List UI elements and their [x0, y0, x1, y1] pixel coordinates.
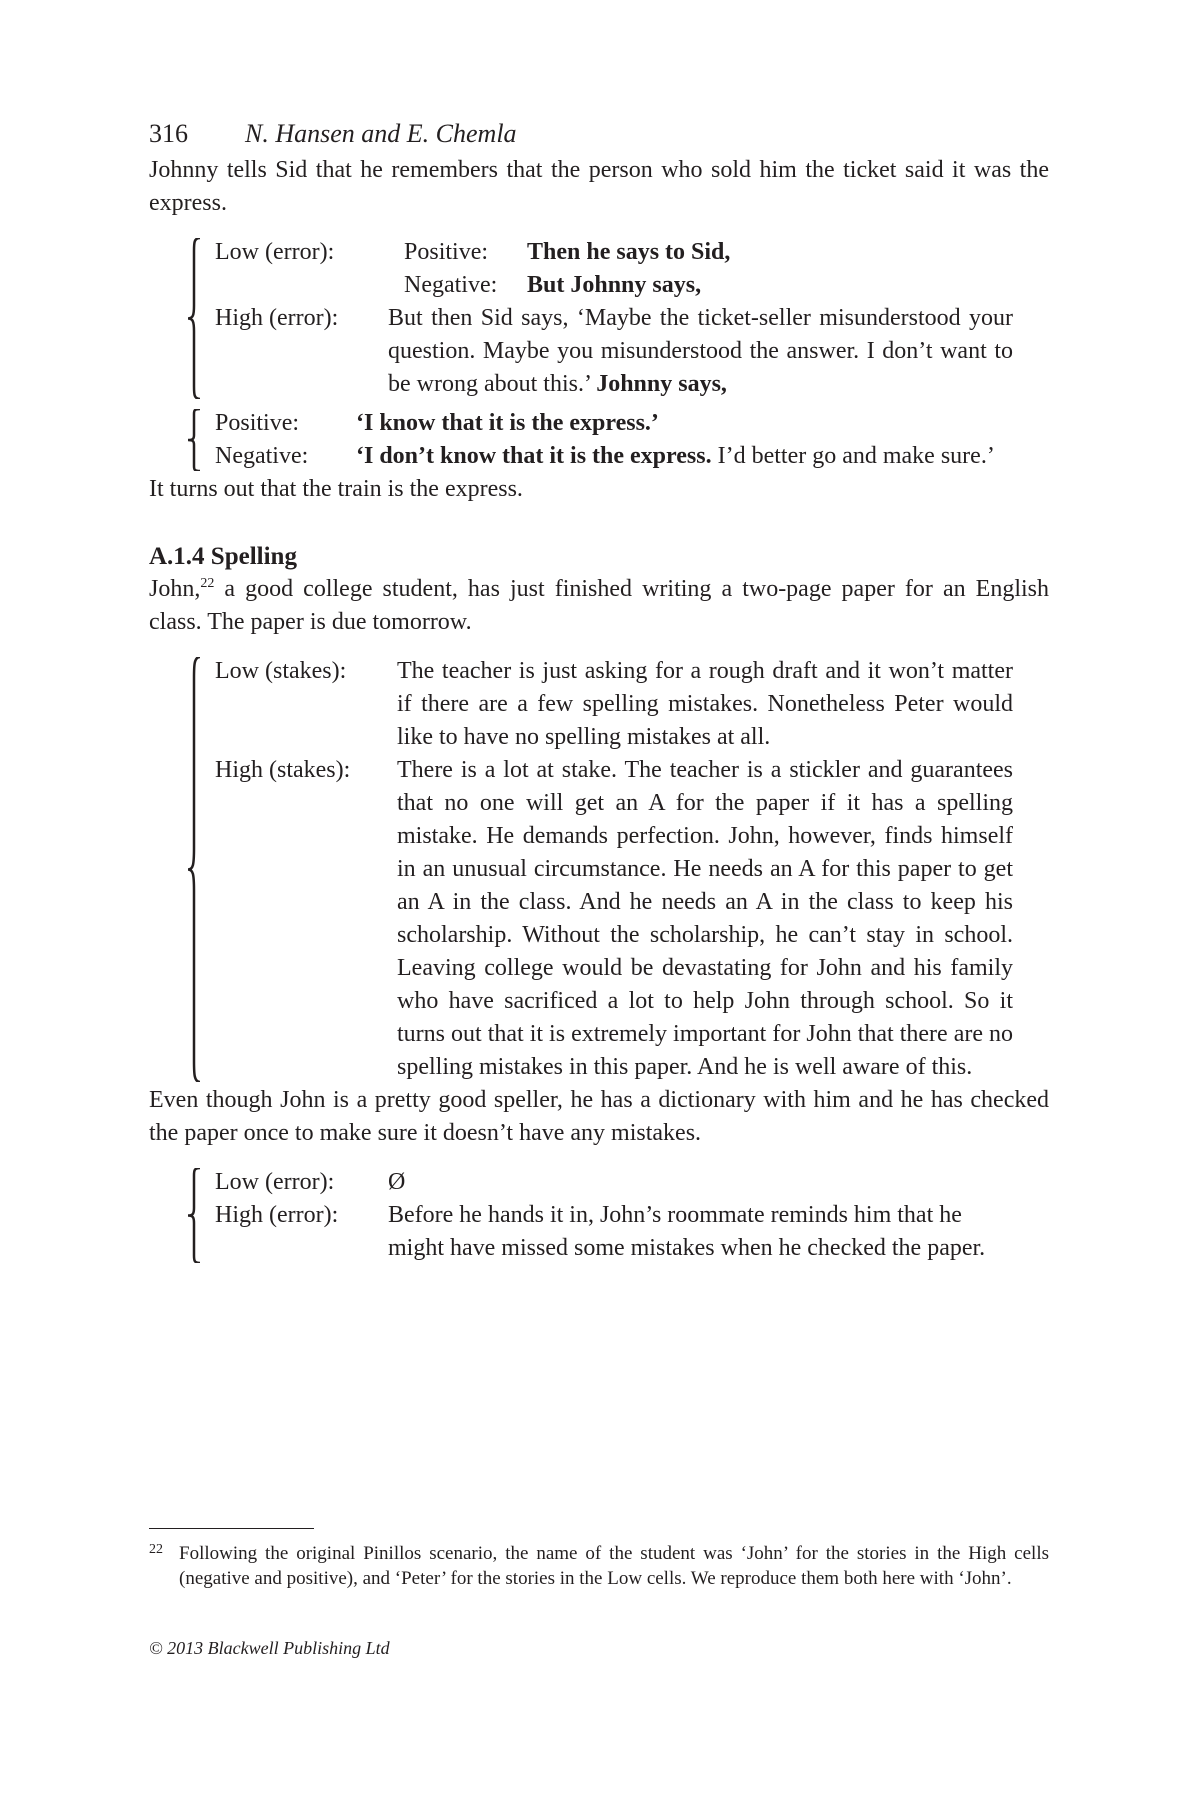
row-negative-knowledge — [215, 440, 1049, 473]
footnote-number: 22 — [149, 1542, 163, 1557]
row-high-error-2 — [215, 1199, 1049, 1265]
text-negative-knowledge — [356, 440, 1049, 473]
row-low-error — [215, 236, 1049, 269]
row-high-error — [215, 302, 1049, 401]
text-high-error-roommate: Before he hands it in, John’s roommate reminds him that he might have missed some mistakes when he checked the paper. — [388, 1202, 986, 1261]
text-negative-knowledge-rest: I’d better go and make sure.’ — [717, 443, 995, 469]
label-positive: Positive: — [404, 239, 489, 265]
paragraph-train-express: It turns out that the train is the express. — [149, 476, 523, 502]
text-low-stakes: The teacher is just asking for a rough draft and it won’t matter if there are a few spelling mistakes. Nonetheless Peter would like to have no spelling mistakes at all. — [397, 658, 1013, 750]
text-positive: Then he says to Sid, — [527, 239, 731, 265]
paragraph-john-rest: a good college student, has just finished writing a two-page paper for an English class. The paper is due tomorrow. — [149, 576, 1049, 635]
text-high-error — [388, 302, 1049, 401]
label-low-error: Low (error): — [215, 239, 335, 265]
page-number: 316 — [149, 119, 188, 148]
copyright-notice: © 2013 Blackwell Publishing Ltd — [149, 1638, 390, 1658]
paragraph-john-start: John, — [149, 576, 201, 602]
text-empty-set: Ø — [388, 1169, 406, 1195]
label-high-stakes: High (stakes): — [215, 757, 351, 783]
row-negative — [215, 269, 1049, 302]
footnote-divider — [149, 1528, 314, 1529]
row-high-stakes — [215, 754, 1049, 1084]
curly-brace-icon — [185, 409, 205, 471]
scenario-block-error-2 — [185, 1166, 1049, 1265]
row-positive-knowledge — [215, 407, 1049, 440]
text-high-error-bold: Johnny says, — [596, 371, 727, 397]
text-negative: But Johnny says, — [527, 272, 702, 298]
scenario-block-stakes — [185, 655, 1049, 1084]
row-low-error-2 — [215, 1166, 1049, 1199]
curly-brace-icon — [185, 238, 205, 399]
section-heading-spelling: A.1.4 Spelling — [149, 543, 297, 570]
running-head — [149, 118, 1049, 150]
curly-brace-icon — [185, 657, 205, 1082]
label-positive: Positive: — [215, 410, 300, 436]
running-head-authors: N. Hansen and E. Chemla — [245, 119, 517, 148]
footnote-text: Following the original Pinillos scenario, the name of the student was ‘John’ for the stories in the High cells (negative and positive), and ‘Peter’ for the stories in the Low cells. We reproduce them both here with ‘John’. — [179, 1543, 1049, 1589]
footnote — [149, 1541, 1049, 1591]
label-negative: Negative: — [215, 443, 309, 469]
text-high-stakes: There is a lot at stake. The teacher is a stickler and guarantees that no one will get an A for the paper if it has a spelling mistake. He demands perfection. John, however, finds himself in an unusual circumstance. He needs an A for this paper to get an A in the class. And he needs an A in the class to keep his scholarship. Without the scholarship, he can’t stay in school. Leaving college would be devastating for John and his family who have sacrificed a lot to help John through school. So it turns out that it is extremely important for John that there are no spelling mistakes in this paper. And he is well aware of this. — [397, 757, 1013, 1080]
curly-brace-icon — [185, 1168, 205, 1263]
label-high-error: High (error): — [215, 1202, 339, 1228]
scenario-block-knowledge — [185, 407, 1049, 473]
label-low-error: Low (error): — [215, 1169, 335, 1195]
paragraph-john-student — [149, 573, 1049, 639]
paragraph-good-speller: Even though John is a pretty good speller, he has a dictionary with him and he has checked the paper once to make sure it doesn’t have any mistakes. — [149, 1087, 1049, 1146]
page-content — [149, 118, 1049, 1265]
footnote-reference: 22 — [200, 576, 215, 591]
label-low-stakes: Low (stakes): — [215, 658, 347, 684]
label-high-error: High (error): — [215, 305, 339, 331]
scenario-block-error-1 — [185, 236, 1049, 401]
text-negative-knowledge-bold: ‘I don’t know that it is the express. — [356, 443, 712, 469]
text-high-error-main: But then Sid says, ‘Maybe the ticket-seller misunderstood your question. Maybe you misunderstood the answer. I don’t want to be wrong about this.’ — [388, 305, 1013, 397]
paragraph-johnny-tells-sid: Johnny tells Sid that he remembers that the person who sold him the ticket said it was the express. — [149, 157, 1049, 216]
row-low-stakes — [215, 655, 1049, 754]
label-negative: Negative: — [404, 272, 498, 298]
text-positive-knowledge: ‘I know that it is the express.’ — [356, 410, 659, 436]
